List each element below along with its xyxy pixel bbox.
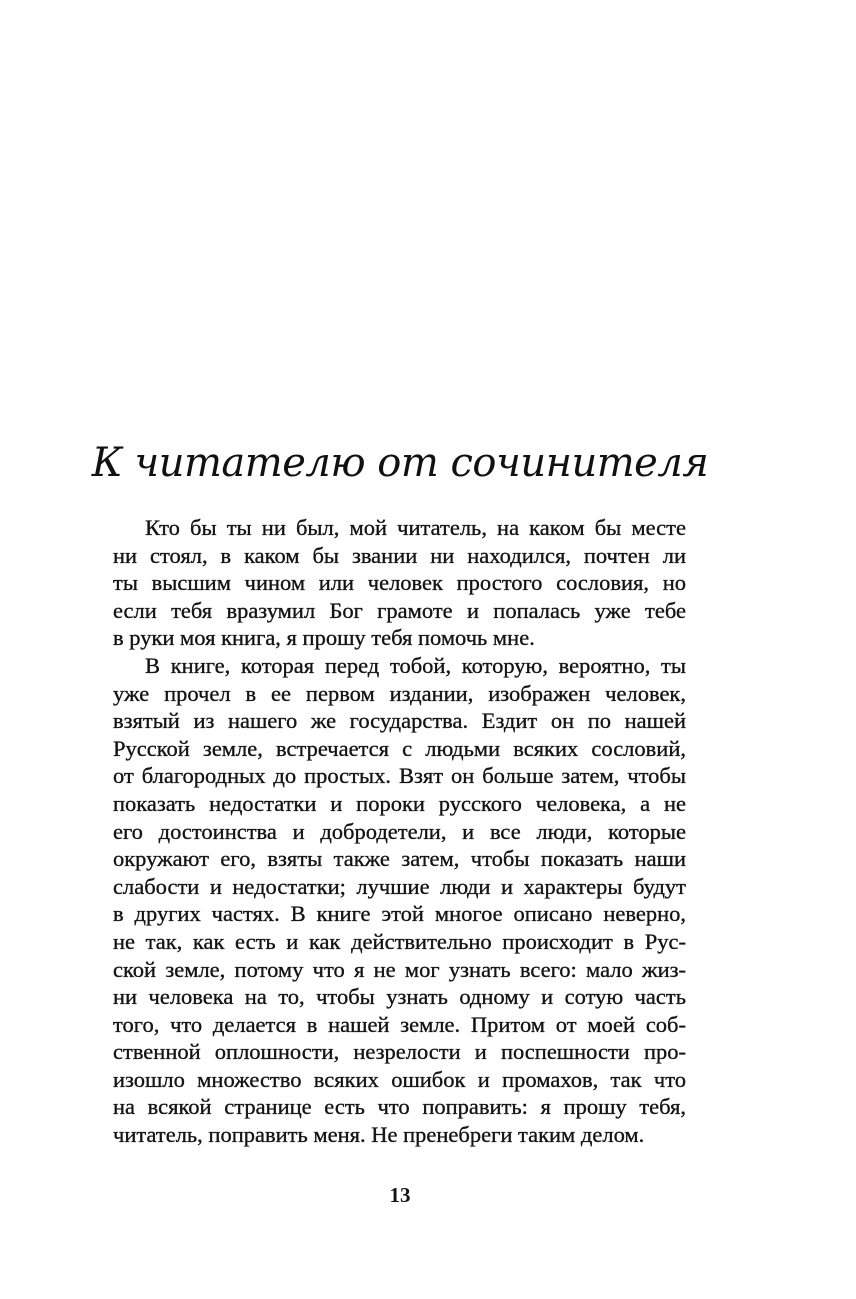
paragraph <box>113 514 686 652</box>
text-line: на всякой странице есть что поправить: я прошу тебя, <box>113 1094 686 1120</box>
page-number: 13 <box>389 1183 411 1207</box>
text-line: ты высшим чином или человек простого сословия, но <box>113 570 686 596</box>
text-line: уже прочел в ее первом издании, изображен человек, <box>113 680 686 706</box>
text-line: ственной оплошности, незрелости и поспешности про- <box>113 1039 686 1065</box>
text-line: от благородных до простых. Взят он больше затем, чтобы <box>113 763 686 789</box>
text-line: ни стоял, в каком бы звании ни находился, почтен ли <box>113 542 686 568</box>
body-text <box>113 514 686 1149</box>
text-line: ской земле, потому что я не мог узнать всего: мало жиз- <box>113 956 686 982</box>
text-line: того, что делается в нашей земле. Притом от моей соб- <box>113 1011 686 1037</box>
text-line: его достоинства и добродетели, и все люди, которые <box>113 818 686 844</box>
text-line: Русской земле, встречается с людьми всяких сословий, <box>113 735 686 761</box>
text-line: ни человека на то, чтобы узнать одному и сотую часть <box>113 984 686 1010</box>
text-line: в руки моя книга, я прошу тебя помочь мне. <box>113 625 535 651</box>
text-line: слабости и недостатки; лучшие люди и характеры будут <box>113 873 686 899</box>
text-line: взятый из нашего же государства. Ездит он по нашей <box>113 708 686 734</box>
text-line: читатель, поправить меня. Не пренебреги таким делом. <box>113 1122 645 1148</box>
chapter-title: К читателю от сочинителя <box>91 440 709 486</box>
paragraph <box>113 652 686 1149</box>
text-line: не так, как есть и как действительно происходит в Рус- <box>113 928 686 954</box>
text-line: изошло множество всяких ошибок и промахов, так что <box>113 1066 686 1092</box>
text-line: в других частях. В книге этой многое описано неверно, <box>113 901 686 927</box>
text-line: окружают его, взяты также затем, чтобы показать наши <box>113 846 686 872</box>
text-line: показать недостатки и пороки русского человека, а не <box>113 790 686 816</box>
text-line: если тебя вразумил Бог грамоте и попалась уже тебе <box>113 597 686 623</box>
text-line: В книге, которая перед тобой, которую, вероятно, ты <box>145 652 686 678</box>
text-line: Кто бы ты ни был, мой читатель, на каком бы месте <box>145 515 686 540</box>
